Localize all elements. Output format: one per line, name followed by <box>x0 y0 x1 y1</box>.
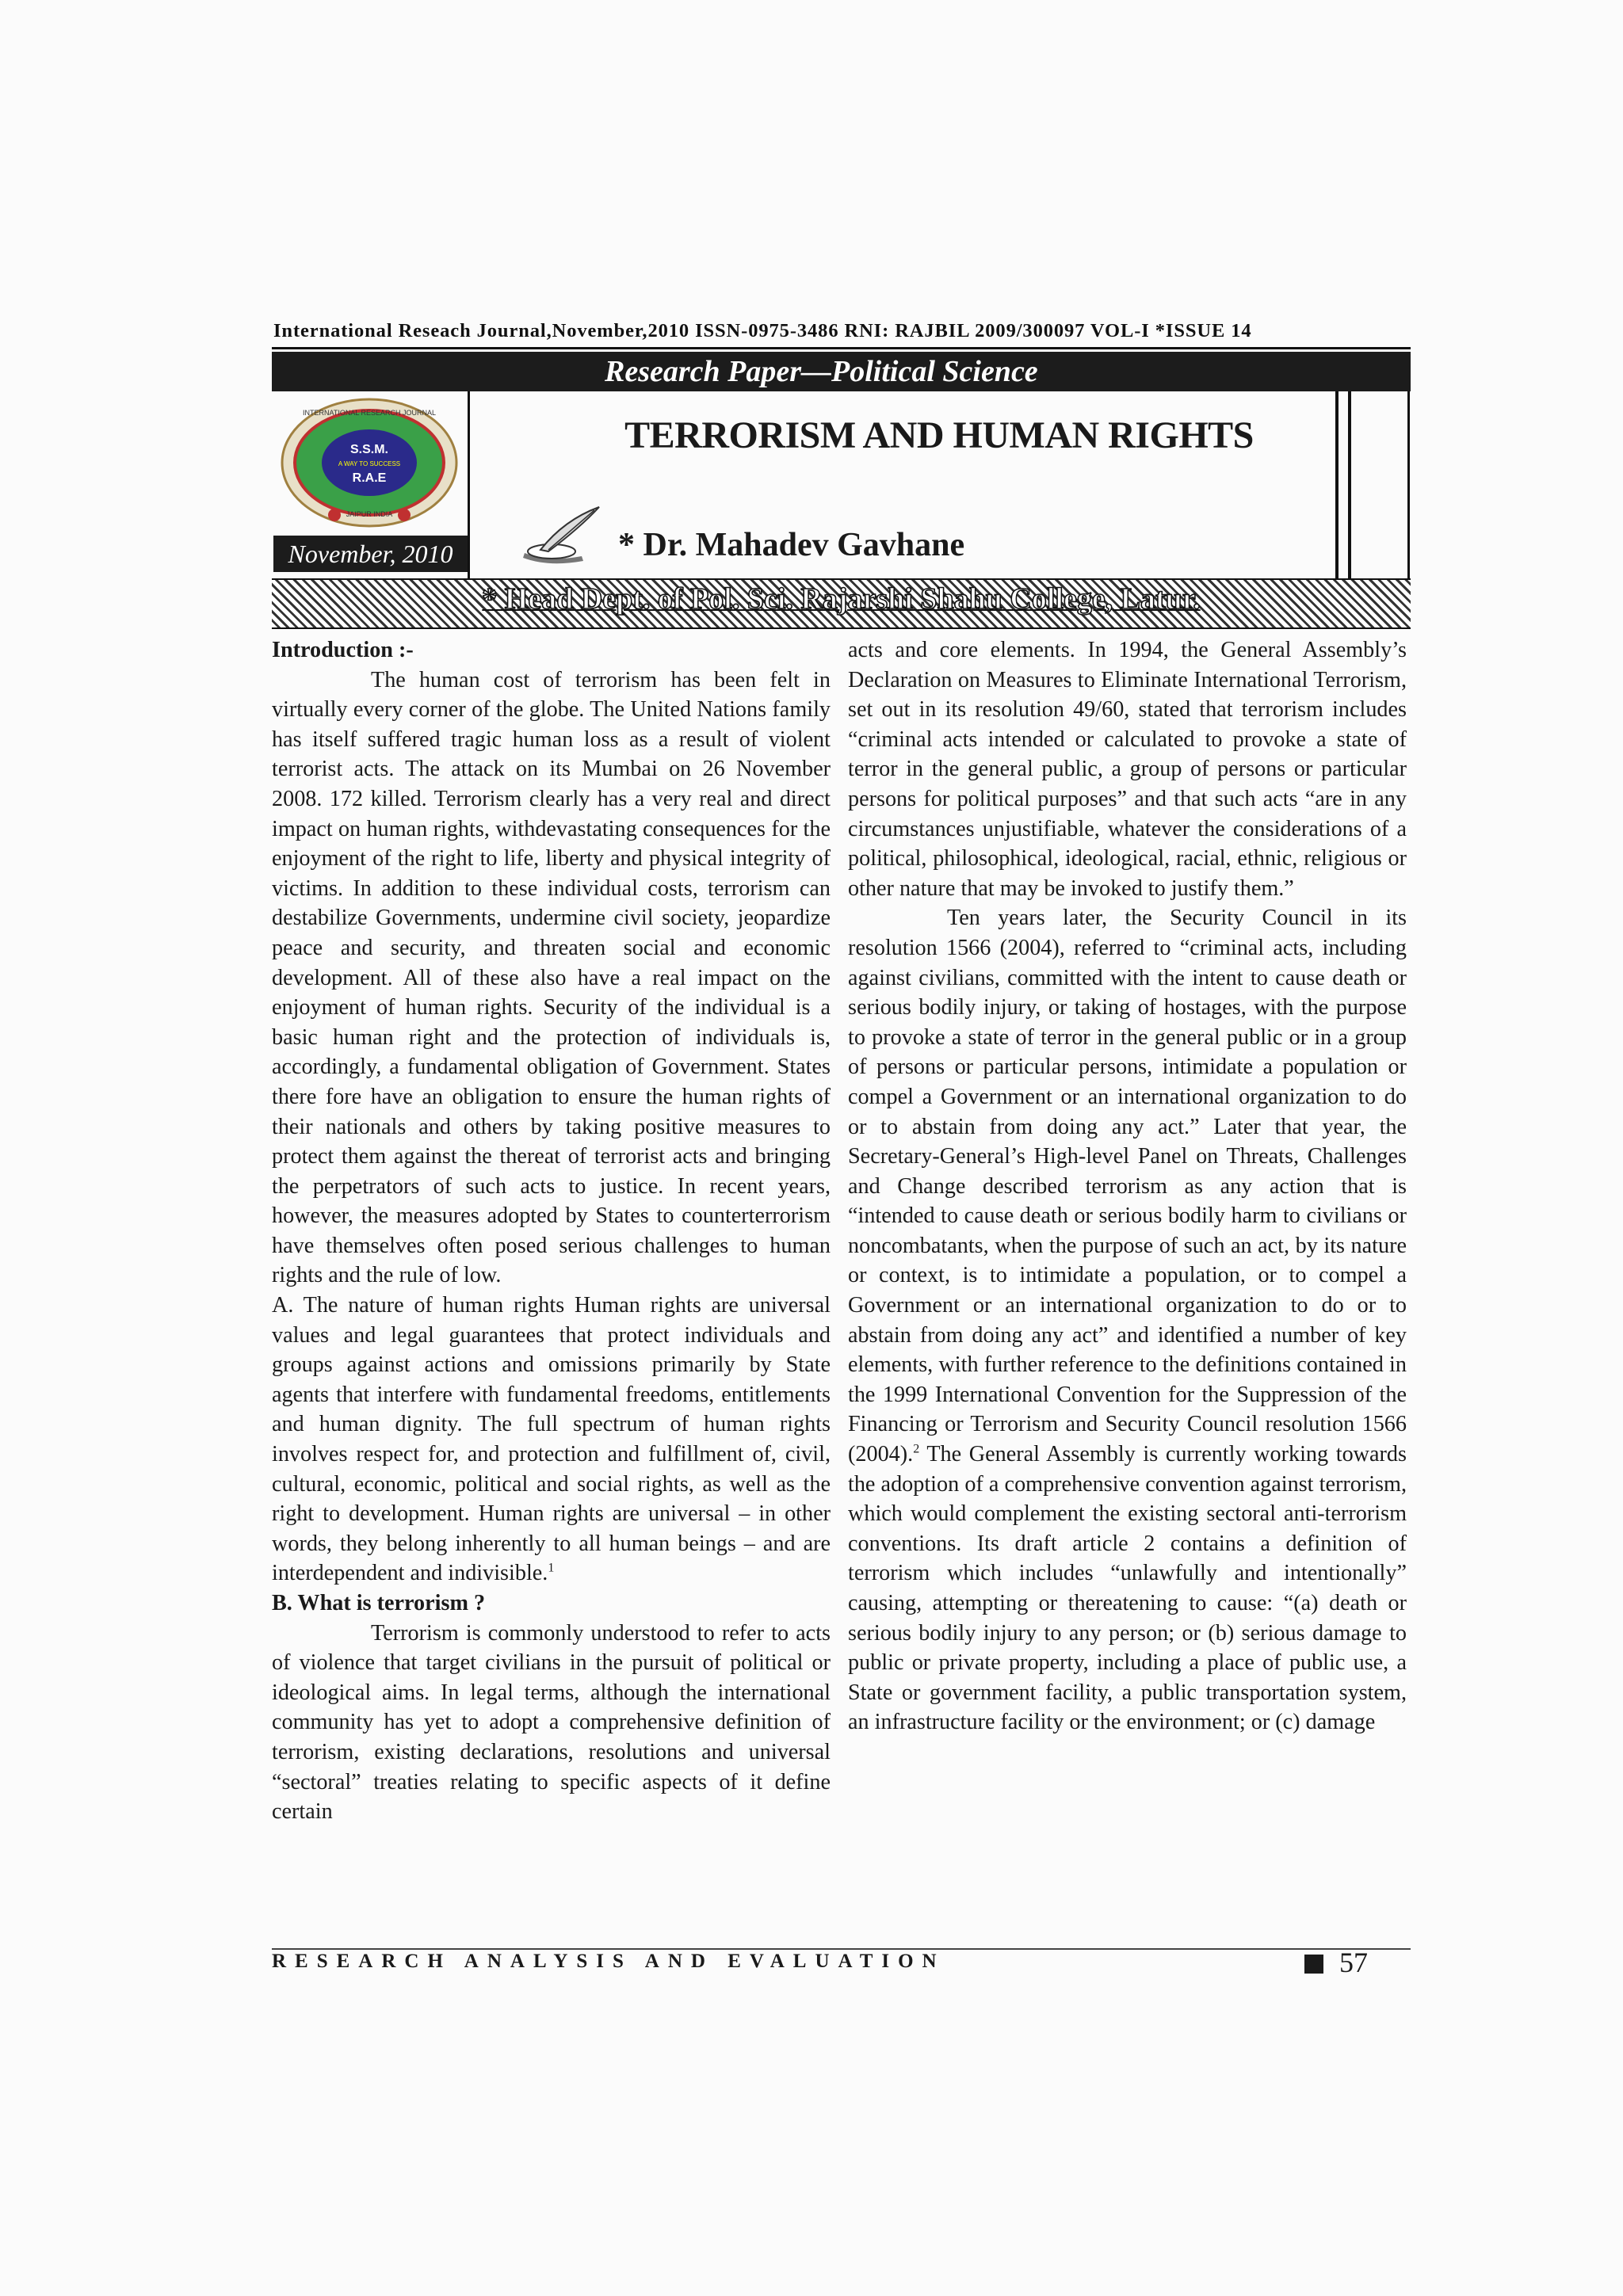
header-divider-right-2 <box>1348 391 1351 578</box>
logo-bottom-text: JAIPUR INDIA <box>346 510 393 518</box>
human-rights-paragraph <box>272 1291 831 1589</box>
security-council-paragraph <box>848 903 1407 1737</box>
left-column <box>272 635 831 1827</box>
issue-date: November, 2010 <box>273 536 468 572</box>
journal-logo <box>279 396 460 529</box>
intro-heading: Introduction :- <box>272 638 414 662</box>
intro-paragraph: The human cost of terrorism has been felt in virtually every corner of the globe. The United Nations family has itself suffered tragic human loss as a result of violent terrorist acts. The attack on its Mumbai on 26 November 2008. 172 killed. Terrorism clearly has a very real and direct impact on human rights, withdevastating consequences for the enjoyment of the right to life, liberty and physical integrity of victims. In addition to these individual costs, terrorism can destabilize Governments, undermine civil society, jeopardize peace and security, and threaten social and economic development. All of these also have a real impact on the enjoyment of human rights. Security of the individual is a basic human right and the protection of individuals is, accordingly, a fundamental obligation of Government. States there fore have an obligation to ensure the human rights of their nationals and others by taking positive measures to protect them against the thereat of terrorist acts and bringing the perpetrators of such acts to justice. In recent years, however, the measures adopted by States to counterterrorism have themselves often posed serious challenges to human rights and the rule of low. <box>272 667 831 1288</box>
article-title: TERRORISM AND HUMAN RIGHTS <box>624 414 1254 456</box>
human-rights-text: A. The nature of human rights Human rights are universal values and legal guarantees that protect individuals and groups against actions and omissions primarily by State agents that interfere with fundamental freedoms, entitlements and human dignity. The full spectrum of human rights involves respect for, and protection and fulfillment of, civil, cultural, economic, political and social rights, as well as the right to development. Human rights are universal – in other words, they belong inherently to all human beings – and are interdependent and indivisible. <box>272 1293 831 1586</box>
author-name: * Dr. Mahadev Gavhane <box>618 527 965 563</box>
page-number: 57 <box>1339 1947 1368 1978</box>
logo-text-1: S.S.M. <box>349 443 389 456</box>
quill-icon <box>517 504 604 567</box>
what-is-terrorism-heading: B. What is terrorism ? <box>272 1591 486 1615</box>
footnote-marker-2: 2 <box>913 1442 920 1456</box>
convention-text: The General Assembly is currently working towards the adoption of a comprehensive convention against terrorism, which would complement the existing sectoral anti-terrorism conventions. Its draft article 2 contains a definition of terrorism which includes “unlawfully and intentionally” causing, attempting or thereatening to cause: “(a) death or serious bodily injury to any person; or (b) serious damage to public or private property, including a place of public use, a State or government facility, a public transportation system, an infrastructure facility or the environment; or (c) damage <box>848 1442 1407 1735</box>
header-divider-right-1 <box>1335 391 1338 578</box>
header-divider-right-3 <box>1407 391 1410 578</box>
security-council-text: Ten years later, the Security Council in its resolution 1566 (2004), referred to “criminal acts, including against civilians, committed with the intent to cause death or serious bodily injury, or taking of hostages, with the purpose to provoke a state of terror in the general public or in a group of persons or particular persons, intimidate a population or compel a Government or an international organization to do or to abstain from doing any act.” Later that year, the Secretary-General’s High-level Panel on Threats, Challenges and Change described terrorism as any action that is “intended to cause death or serious bodily harm to civilians or noncombatants, when the purpose of such an act, by its nature or context, is to intimidate a population, or to compel a Government or an international organization to do or to abstain from doing any act” and identified a number of key elements, with further reference to the definitions contained in the 1999 International Convention for the Suppression of the Financing or Terrorism and Security Council resolution 1566 (2004). <box>848 906 1407 1467</box>
footer-journal-name: RESEARCH ANALYSIS AND EVALUATION <box>272 1951 945 1972</box>
section-banner <box>272 352 1411 391</box>
general-assembly-paragraph: acts and core elements. In 1994, the General Assembly’s Declaration on Measures to Eliminate International Terrorism, set out in its resolution 49/60, stated that terrorism includes “criminal acts intended or calculated to provoke a state of terror in the general public, a group of persons or particular persons for political purposes” and that such acts “are in any circumstances unjustifiable, whatever the considerations of a political, philosophical, ideological, racial, ethnic, religious or other nature that may be invoked to justify them.” <box>848 638 1407 901</box>
logo-top-text: INTERNATIONAL RESEARCH JOURNAL <box>302 409 437 417</box>
author-affiliation: * Head Dept. of Pol. Sci. Rajarshi Shahu College, Latur. <box>482 582 1201 616</box>
logo-tagline: A WAY TO SUCCESS <box>338 460 401 467</box>
right-column <box>848 635 1407 1737</box>
logo-text-2: R.A.E <box>352 471 387 485</box>
journal-info-line: International Reseach Journal,November,2010 ISSN-0975-3486 RNI: RAJBIL 2009/300097 VOL-I *ISSUE 14 <box>273 320 1252 341</box>
header-rule <box>272 347 1411 349</box>
terrorism-definition-paragraph: Terrorism is commonly understood to refer to acts of violence that target civilians in the pursuit of political or ideological aims. In legal terms, although the international community has yet to adopt a comprehensive definition of terrorism, existing declarations, resolutions and universal “sectoral” treaties relating to specific aspects of it define certain <box>272 1620 831 1825</box>
footer-square-icon <box>1304 1955 1323 1974</box>
header-divider-left <box>468 391 470 578</box>
section-label: Research Paper—Political Science <box>605 355 1038 388</box>
footnote-marker-1: 1 <box>548 1562 555 1576</box>
footer-rule <box>272 1948 1411 1950</box>
